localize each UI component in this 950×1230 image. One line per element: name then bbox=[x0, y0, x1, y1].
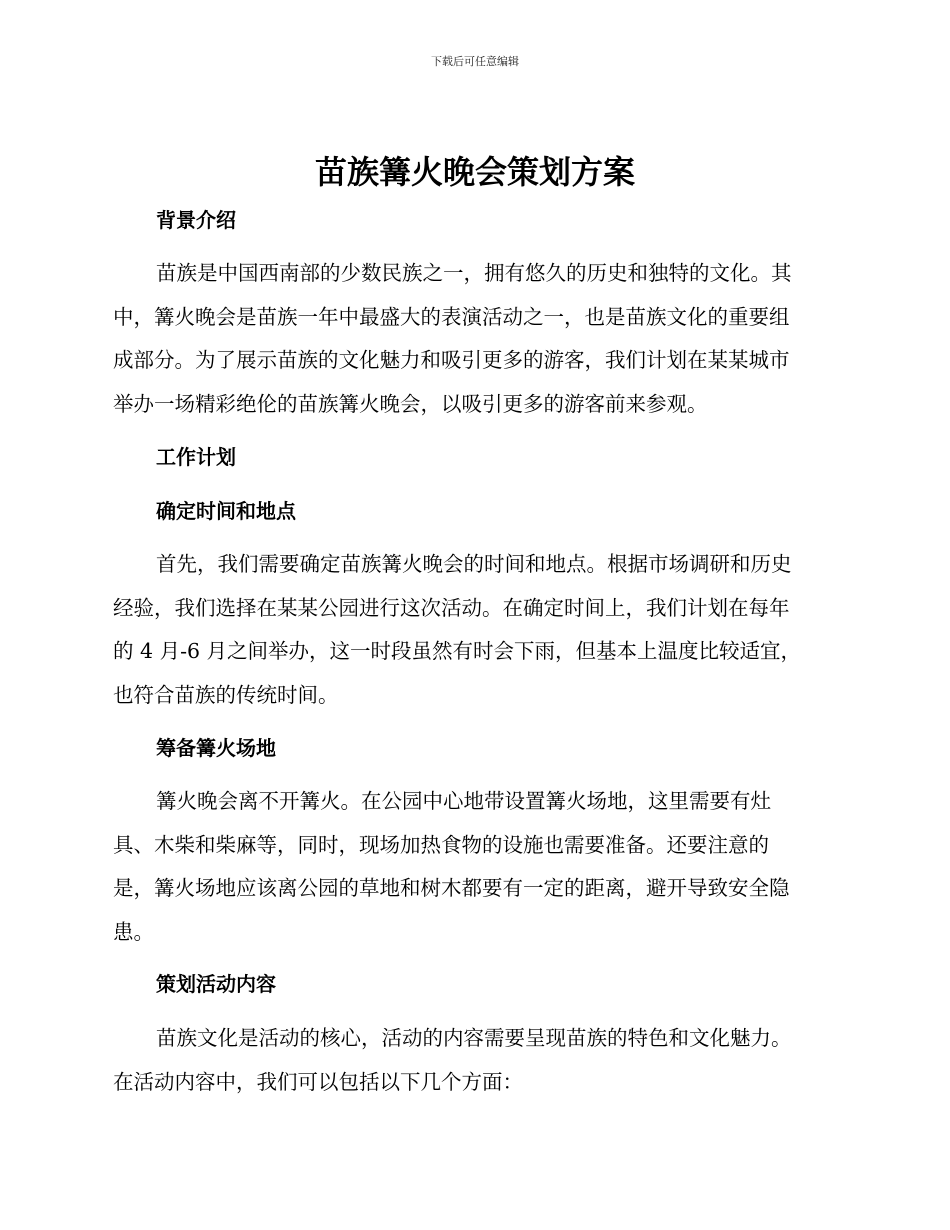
heading-time-place: 确定时间和地点 bbox=[156, 499, 296, 523]
paragraph-line: 经验，我们选择在某某公园进行这次活动。在确定时间上，我们计划在每年 bbox=[113, 595, 790, 620]
heading-venue: 筹备篝火场地 bbox=[156, 736, 276, 760]
document-title: 苗族篝火晚会策划方案 bbox=[314, 153, 635, 191]
paragraph-line: 在活动内容中，我们可以包括以下几个方面： bbox=[113, 1069, 523, 1094]
paragraph-background bbox=[113, 252, 835, 426]
paragraph-line: 苗族文化是活动的核心，活动的内容需要呈现苗族的特色和文化魅力。 bbox=[156, 1026, 792, 1050]
paragraph-line: 苗族是中国西南部的少数民族之一，拥有悠久的历史和独特的文化。其 bbox=[156, 261, 792, 285]
paragraph-line: 举办一场精彩绝伦的苗族篝火晚会，以吸引更多的游客前来参观。 bbox=[113, 391, 708, 416]
paragraph-line: 成部分。为了展示苗族的文化魅力和吸引更多的游客，我们计划在某某城市 bbox=[113, 348, 790, 372]
paragraph-line: 的 4 月-6 月之间举办，这一时段虽然有时会下雨，但基本上温度比较适宜， bbox=[113, 639, 802, 663]
paragraph-line: 具、木柴和柴麻等，同时，现场加热食物的设施也需要准备。还要注意的 bbox=[113, 832, 769, 857]
paragraph-line: 篝火晚会离不开篝火。在公园中心地带设置篝火场地，这里需要有灶 bbox=[156, 789, 771, 813]
heading-background: 背景介绍 bbox=[156, 208, 236, 232]
paragraph-activities bbox=[113, 1017, 835, 1104]
paragraph-line: 首先，我们需要确定苗族篝火晚会的时间和地点。根据市场调研和历史 bbox=[156, 552, 792, 576]
heading-activities: 策划活动内容 bbox=[156, 972, 276, 996]
paragraph-line: 患。 bbox=[113, 919, 154, 944]
heading-work-plan: 工作计划 bbox=[156, 445, 236, 469]
paragraph-line: 中，篝火晚会是苗族一年中最盛大的表演活动之一，也是苗族文化的重要组 bbox=[113, 304, 790, 329]
paragraph-line: 是，篝火场地应该离公园的草地和树木都要有一定的距离，避开导致安全隐 bbox=[113, 876, 790, 900]
paragraph-line: 也符合苗族的传统时间。 bbox=[113, 682, 339, 707]
paragraph-time-place bbox=[113, 543, 835, 717]
header-note: 下载后可任意编辑 bbox=[431, 55, 519, 68]
paragraph-venue bbox=[113, 780, 835, 954]
